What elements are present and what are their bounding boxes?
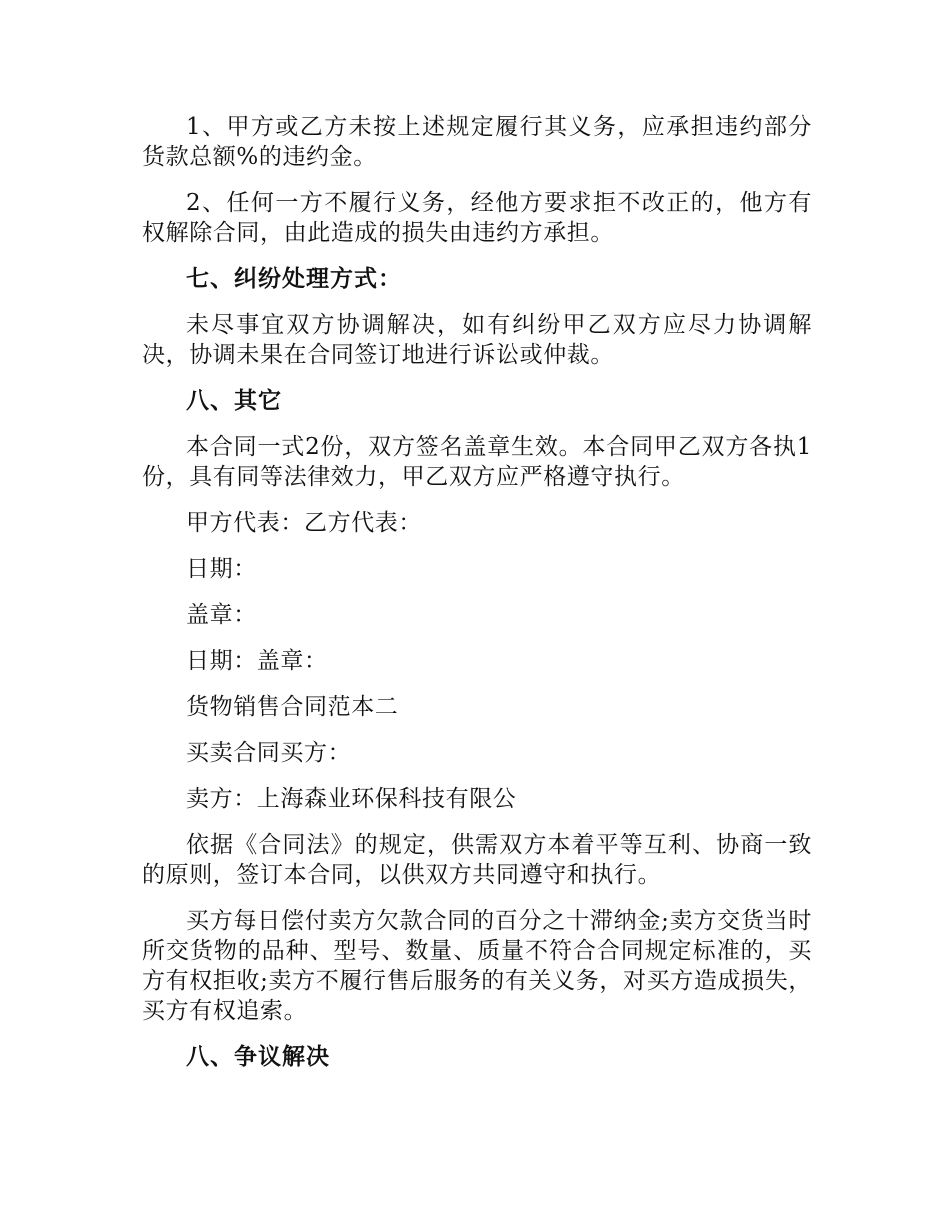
section-heading-other: 八、其它 — [186, 388, 282, 414]
seller-line: 卖方：上海森业环保科技有限公 — [186, 786, 517, 812]
clause-legal-basis: 依据《合同法》的规定，供需双方本着平等互利、协商一致的原则，签订本合同，以供双方共同遵守和执行。 — [142, 832, 812, 888]
section-heading-dispute-handling: 七、纠纷处理方式： — [186, 266, 402, 292]
clause-penalty-2: 2、任何一方不履行义务，经他方要求拒不改正的，他方有权解除合同，由此造成的损失由违约方承担。 — [142, 190, 812, 246]
clause-penalty-1: 1、甲方或乙方未按上述规定履行其义务，应承担违约部分货款总额%的违约金。 — [142, 114, 812, 170]
clause-dispute-handling: 未尽事宜双方协调解决，如有纠纷甲乙双方应尽力协调解决，协调未果在合同签订地进行诉讼或仲裁。 — [142, 312, 812, 368]
section-heading-dispute-resolution: 八、争议解决 — [186, 1044, 330, 1070]
clause-copies: 本合同一式2份，双方签名盖章生效。本合同甲乙双方各执1份，具有同等法律效力，甲乙双方应严格遵守执行。 — [142, 434, 812, 490]
template-title: 货物销售合同范本二 — [186, 694, 399, 720]
signature-seal: 盖章： — [186, 602, 257, 628]
document-page — [142, 112, 812, 1088]
signature-representatives: 甲方代表：乙方代表： — [186, 510, 422, 536]
signature-date: 日期： — [186, 556, 257, 582]
clause-liability: 买方每日偿付卖方欠款合同的百分之十滞纳金;卖方交货当时所交货物的品种、型号、数量、质量不符合合同规定标准的，买方有权拒收;卖方不履行售后服务的有关义务，对买方造成损失，买方有权追索。 — [142, 908, 812, 1024]
signature-date-seal: 日期：盖章： — [186, 648, 328, 674]
buyer-line: 买卖合同买方： — [186, 740, 352, 766]
